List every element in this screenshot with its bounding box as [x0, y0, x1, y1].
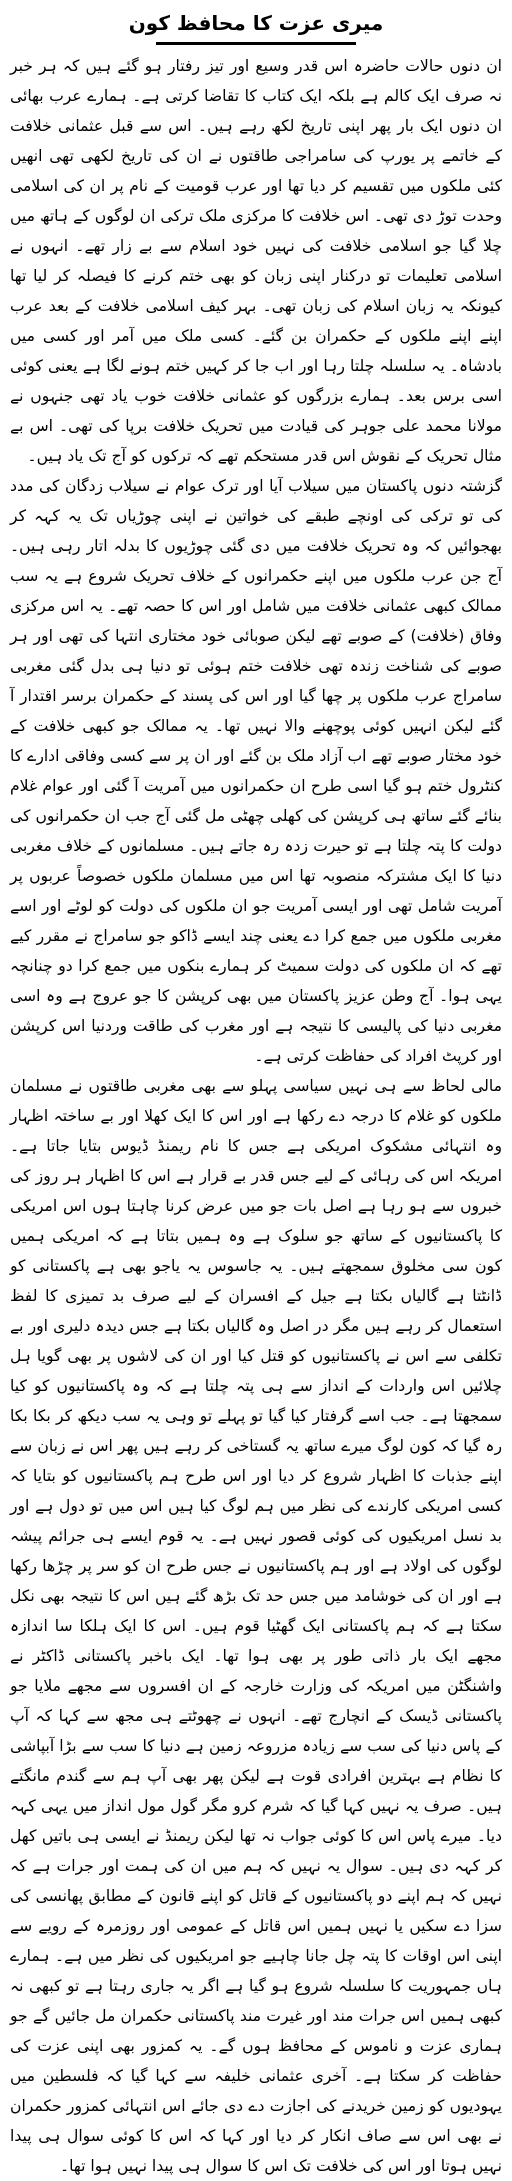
article-paragraph: ان دنوں حالات حاضرہ اس قدر وسیع اور تیز رفتار ہو گئے ہیں کہ ہر خبر نہ صرف ایک کالم ہے بلکہ ایک کتاب کا تقاضا کرتی ہے۔ ہمارے عرب بھائی ان دنوں ایک بار پھر اپنی تاریخ لکھ رہے ہیں۔ اس سے قبل عثمانی خلافت کے خاتمے پر یورپ کی سامراجی طاقتوں نے ان کی تاریخ لکھی تھی انھیں کئی ملکوں میں تقسیم کر دیا تھا اور عرب قومیت کے نام پر ان کی اسلامی وحدت توڑ دی تھی۔ اس خلافت کا مرکزی ملک ترکی ان لوگوں کے ہاتھ میں چلا گیا جو اسلامی خلافت کی نہیں خود اسلام سے بے زار تھے۔ انہوں نے اسلامی تعلیمات تو درکنار اپنی زبان کو بھی ختم کرنے کا فیصلہ کر لیا تھا کیونکہ یہ زبان اسلام کی زبان تھی۔ بہر کیف اسلامی خلافت کے بعد عرب اپنے اپنے ملکوں کے حکمران بن گئے۔ کسی ملک میں آمر اور کسی میں بادشاہ۔ یہ سلسلہ چلتا رہا اور اب جا کر کہیں ختم ہونے لگا ہے یعنی کوئی اسی برس بعد۔ ہمارے بزرگوں کو عثمانی خلافت خوب یاد تھی جنہوں نے مولانا محمد علی جوہر کی قیادت میں تحریک خلافت برپا کی تھی۔ اس بے مثال تحریک کے نقوش اس قدر مستحکم تھے کہ ترکوں کو آج تک یاد ہیں۔: [10, 57, 502, 465]
article-body: [10, 51, 502, 2175]
article-paragraph: مالی لحاظ سے ہی نہیں سیاسی پہلو سے بھی مغربی طاقتوں نے مسلمان ملکوں کو غلام کا درجہ دے رکھا ہے اور اس کا ایک کھلا اور بے ساختہ اظہار وہ انتہائی مشکوک امریکی ہے جس کا نام ریمنڈ ڈیوس بتایا جاتا ہے۔ امریکہ اس کی رہائی کے لیے جس قدر بے قرار ہے اس کا اظہار ہر روز کی خبروں سے ہو رہا ہے اصل بات جو میں عرض کرنا چاہتا ہوں اس امریکی کا پاکستانیوں کے ساتھ جو سلوک ہے وہ ہمیں بتاتا ہے کہ امریکی ہمیں کون سی مخلوق سمجھتے ہیں۔ یہ جاسوس یہ یاجو بھی ہے پاکستانی کو ڈانٹتا ہے گالیاں بکتا ہے جیل کے افسران کے لیے صرف بد تمیزی کا لفظ استعمال کر رہے ہیں مگر در اصل وہ گالیاں بکتا ہے جس دیدہ دلیری اور بے تکلفی سے اس نے پاکستانیوں کو قتل کیا اور ان کی لاشوں پر بھی گویا ہل چلائیں اس واردات کے انداز سے ہی پتہ چلتا ہے کہ وہ پاکستانیوں کو کیا سمجھتا ہے۔ جب اسے گرفتار کیا گیا تو پہلے تو وہی یہ سب دیکھ کر بکا بکا رہ گیا کہ کون لوگ میرے ساتھ یہ گستاخی کر رہے ہیں پھر اس نے زبان سے اپنے جذبات کا اظہار شروع کر دیا اور اس طرح ہم پاکستانیوں کو بتایا کہ کسی امریکی کارندے کی نظر میں ہم لوگ کیا ہیں اس میں تو دول ہے اور بد نسل امریکیوں کی کوئی قصور نہیں ہے۔ یہ قوم ایسے ہی جرائم پیشہ لوگوں کی اولاد ہے اور ہم پاکستانیوں نے جس طرح ان کو سر پر چڑھا رکھا ہے اور ان کی خوشامد میں جس حد تک بڑھ گئے ہیں اس کا نتیجہ بھی نکل سکتا ہے کہ ہم پاکستانی ایک گھٹیا قوم ہیں۔ اس کا ایک ہلکا سا اندازہ مجھے ایک بار ذاتی طور پر بھی ہوا تھا۔ ایک باخبر پاکستانی ڈاکٹر نے واشنگٹن میں امریکہ کی وزارت خارجہ کے ان افسروں سے مجھے ملایا جو پاکستانی ڈیسک کے انچارج تھے۔ انہوں نے چھوٹتے ہی مجھ سے کہا کہ آپ کے پاس دنیا کی سب سے زیادہ مزروعہ زمین ہے دنیا کا سب سے بڑا آبپاشی کا نظام ہے بہترین افرادی قوت ہے لیکن پھر بھی آپ ہم سے گندم مانگتے ہیں۔ صرف یہ نہیں کہا گیا کہ شرم کرو مگر گول مول انداز میں یہی کہہ دیا۔ میرے پاس اس کا کوئی جواب نہ تھا لیکن ریمنڈ نے ایسی ہی باتیں کھل کر کہہ دی ہیں۔ سوال یہ نہیں کہ ہم میں ان کی ہمت اور جرات ہے کہ نہیں کہ ہم اپنے دو پاکستانیوں کے قاتل کو اپنے قانون کے مطابق پھانسی کی سزا دے سکیں یا نہیں ہمیں اس قاتل کے عمومی اور روزمرہ کے رویے سے اپنی اس اوقات کا پتہ چل جانا چاہیے جو امریکیوں کی نظر میں ہے۔ ہمارے ہاں جمہوریت کا سلسلہ شروع ہو گیا ہے اگر یہ جاری رہتا ہے تو کبھی نہ کبھی ہمیں اس جرات مند اور غیرت مند پاکستانی حکمران مل جائیں گے جو ہماری عزت و ناموس کے محافظ ہوں گے۔ یہ کمزور بھی اپنی عزت کی حفاظت کر سکتا ہے۔ آخری عثمانی خلیفہ سے کہا گیا کہ فلسطین میں یہودیوں کو زمین خریدنے کی اجازت دے دی جائے اس انتہائی کمزور حکمران نے بھی اس سے صاف انکار کر دیا اور کہا کہ اس کا کوئی سوال ہی پیدا نہیں ہوتا اور اس کی خلافت تک اس کا سوال ہی پیدا نہیں ہوا تھا۔: [10, 1077, 502, 2175]
column-headline: میری عزت کا محافظ کون: [128, 11, 384, 35]
headline-underline: [156, 42, 356, 45]
article-paragraph: گزشتہ دنوں پاکستان میں سیلاب آیا اور ترک عوام نے سیلاب زدگان کی مدد کی تو ترکی کی اونچے طبقے کی خواتین نے اپنی چوڑیاں تک یہ کہہ کر بھجوائیں کہ وہ تحریک خلافت میں دی گئی چوڑیوں کا بدلہ اتار رہی ہیں۔ آج جن عرب ملکوں میں اپنے حکمرانوں کے خلاف تحریک شروع ہے یہ سب ممالک کبھی عثمانی خلافت میں شامل اور اس کا حصہ تھے۔ یہ اس مرکزی وفاق (خلافت) کے صوبے تھے لیکن صوبائی خود مختاری انتہا کی تھی اور ہر صوبے کی شناخت زندہ تھی خلافت ختم ہوئی تو دنیا ہی بدل گئی مغربی سامراج عرب ملکوں پر چھا گیا اور اس کی پسند کے حکمران برسر اقتدار آ گئے لیکن انہیں کوئی پوچھنے والا نہیں تھا۔ یہ ممالک جو کبھی خلافت کے خود مختار صوبے تھے اب آزاد ملک بن گئے اور ان پر سے کسی وفاقی ادارے کا کنٹرول ختم ہو گیا اسی طرح ان حکمرانوں میں آمریت آ گئی اور عوام غلام بنائے گئے ساتھ ہی کرپشن کی کھلی چھٹی مل گئی آج جب ان حکمرانوں کی دولت کا پتہ چلتا ہے تو حیرت زدہ رہ جاتے ہیں۔ مسلمانوں کے خلاف مغربی دنیا کا ایک مشترکہ منصوبہ تھا اس میں مسلمان ملکوں خصوصاً عربوں پر آمریت شامل تھی اور ایسی آمریت جو ان ملکوں کی دولت کو لوٹے اور اسے مغربی ملکوں میں جمع کرا دے یعنی چند ایسے ڈاکو جو سامراج نے مقرر کیے تھے کہ ان ملکوں کی دولت سمیٹ کر ہمارے بنکوں میں جمع کرا دو چنانچہ یہی ہوا۔ آج وطن عزیز پاکستان میں بھی کرپشن کا جو عروج ہے وہ اسی مغربی دنیا کی پالیسی کا نتیجہ ہے اور مغرب کی طاقت وردنیا اس کرپشن اور کرپٹ افراد کی حفاظت کرتی ہے۔: [10, 477, 502, 1065]
